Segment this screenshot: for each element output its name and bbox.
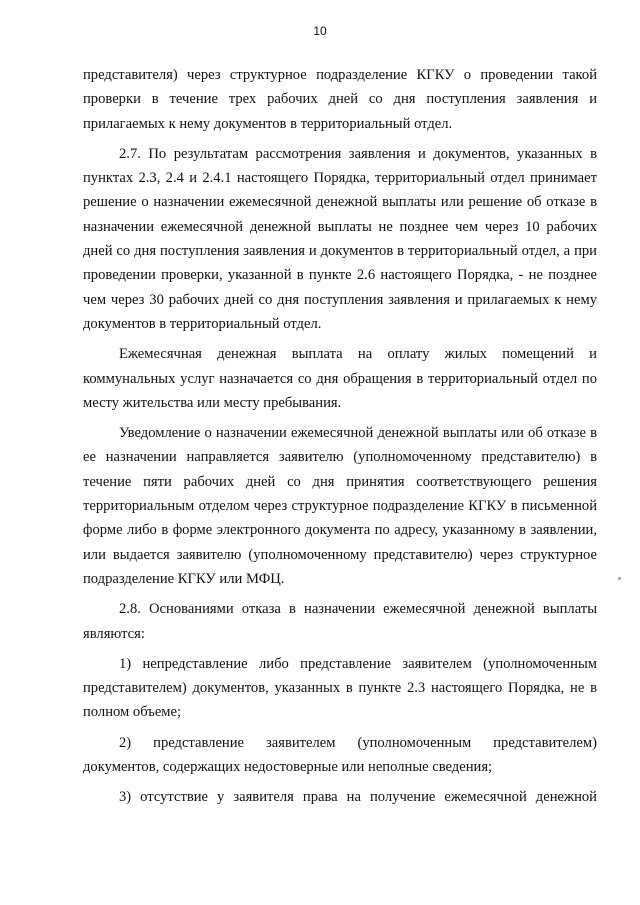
paragraph-continuation: представителя) через структурное подразделение КГКУ о проведении такой проверки в течение трех рабочих дней со дня поступления заявления и прилагаемых к нему документов в территориальный отдел. — [83, 67, 597, 132]
page-number: 10 — [313, 24, 327, 38]
list-item-2: 2) представление заявителем (уполномоченным представителем) документов, содержащих недостоверные или неполные сведения; — [83, 734, 597, 776]
list-item-1: 1) непредставление либо представление заявителем (уполномоченным представителем) документов, указанных в пункте 2.3 настоящего Порядка, не в полном объеме; — [83, 655, 597, 721]
paragraph-2-7: 2.7. По результатам рассмотрения заявления и документов, указанных в пунктах 2.3, 2.4 и 2.4.1 настоящего Порядка, территориальный отдел принимает решение о назначении ежемесячной денежной выплаты или решение об отказе в назначении ежемесячной денежной выплаты не позднее чем через 10 рабочих дней со дня поступления заявления и документов в территориальный отдел, а при проведении проверки, указанной в пункте 2.6 настоящего Порядка, - не позднее чем через 30 рабочих дней со дня поступления заявления и прилагаемых к нему документов в территориальный отдел. — [83, 145, 597, 332]
paragraph-notification: Уведомление о назначении ежемесячной денежной выплаты или об отказе в ее назначении направляется заявителю (уполномоченному представителю) в течение пяти рабочих дней со дня принятия соответствующего решения территориальным отделом через структурное подразделение КГКУ в письменной форме либо в форме электронного документа по адресу, указанному в заявлении, или выдается заявителю (уполномоченному представителю) через структурное подразделение КГКУ или МФЦ. — [83, 425, 597, 587]
document-body — [83, 63, 597, 810]
list-item-3: 3) отсутствие у заявителя права на получение ежемесячной денежной — [119, 789, 597, 806]
paragraph-payment-start: Ежемесячная денежная выплата на оплату жилых помещений и коммунальных услуг назначается со дня обращения в территориальный отдел по месту жительства или месту пребывания. — [83, 346, 597, 411]
scan-artifact-dot — [618, 577, 621, 580]
paragraph-2-8: 2.8. Основаниями отказа в назначении ежемесячной денежной выплаты являются: — [83, 601, 597, 642]
